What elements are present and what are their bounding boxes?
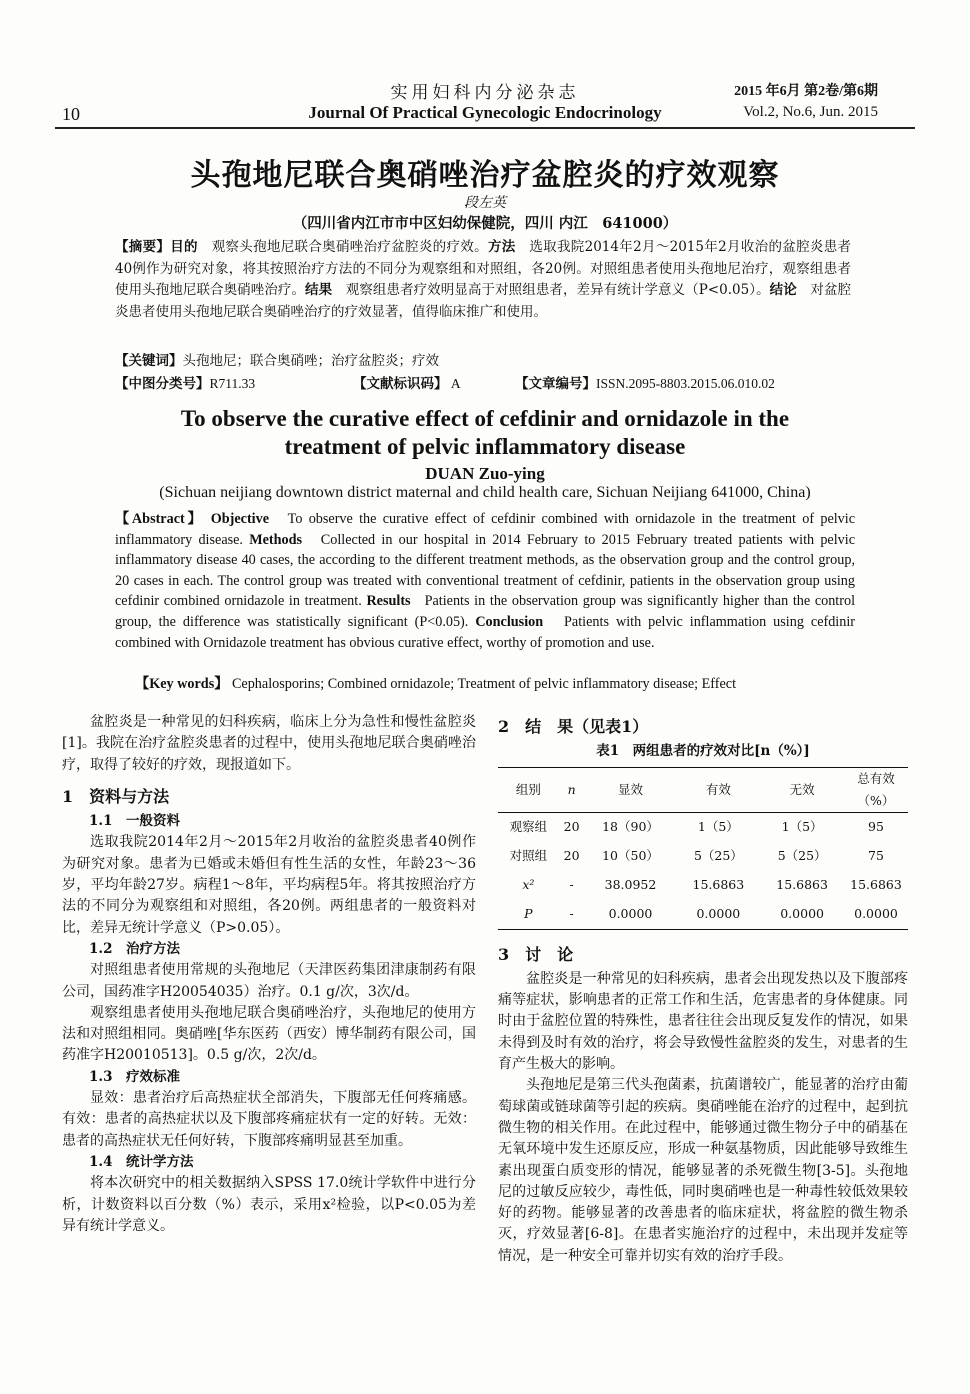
section-1-3-title: 1.3 疗效标准 (89, 1068, 180, 1085)
methods-text-en: Collected in our hospital in 2014 February to 2015 February treated patients with pelvic inflammatory disease 40 cases, the according to the different treatment methods, as the observation group and the control group, 20 cases in each. The control group was treated with conventional treatment of cefdinir, patients in the observation group using cefdinir combined ornidazole in treatment. (115, 531, 856, 610)
results-text-cn: 观察组患者疗效明显高于对照组患者，差异有统计学意义（P<0.05）。 (345, 282, 770, 298)
keywords-en-text: Cephalosporins; Combined ornidazole; Treatment of pelvic inflammatory disease; Effect (231, 676, 737, 692)
conclusion-text-en: Patients with pelvic inflammation using cefdinir combined with Ornidazole treatment has obvious curative effect, worthy of promotion and use. (115, 613, 856, 651)
table-header-cell: 组别 (515, 781, 541, 797)
section-1-title: 1 资料与方法 (62, 786, 170, 806)
conclusion-text-cn: 对盆腔炎患者使用头孢地尼联合奥硝唑治疗的疗效显著，值得临床推广和使用。 (115, 282, 852, 320)
journal-title-en: Journal Of Practical Gynecologic Endocrinology (308, 103, 662, 122)
article-no-value: ISSN.2095-8803.2015.06.010.02 (596, 376, 775, 391)
section-1-2-title: 1.2 治疗方法 (89, 940, 180, 957)
table-cell: 0.0000 (854, 906, 898, 922)
right-column (498, 712, 908, 1267)
header-rule (55, 127, 915, 129)
conclusion-label-cn: 结论 (769, 282, 797, 298)
table-cell: 75 (868, 848, 884, 864)
table-row (498, 842, 908, 871)
methods-label-cn: 方法 (487, 239, 516, 255)
clc-value: R711.33 (209, 376, 256, 391)
table-header-cell: 无效 (789, 781, 815, 797)
keywords-cn-text: 头孢地尼；联合奥硝唑；治疗盆腔炎；疗效 (182, 353, 439, 369)
abstract-en (115, 509, 855, 653)
article-no-label: 【文章编号】 (515, 376, 596, 391)
issue-info-cn: 2015 年6月 第2卷/第6期 (734, 84, 878, 99)
table-cell: 1（5） (697, 819, 739, 835)
table-cell: - (569, 877, 574, 893)
objective-text-en: To observe the curative effect of cefdinir combined with ornidazole in the treatment of pelvic inflammatory disease. (115, 511, 856, 548)
section-3-title: 3 讨 论 (498, 944, 574, 964)
results-text-en: Patients in the observation group was significantly higher than the control group, the difference was statistically significant (P<0.05). (115, 593, 856, 630)
conclusion-label-en: Conclusion (475, 613, 544, 630)
objective-label-en: Objective (210, 511, 270, 527)
results-label-cn: 结果 (305, 282, 333, 298)
table-cell: 15.6863 (850, 877, 902, 893)
table-caption: 表1 两组患者的疗效对比[n（%）] (596, 743, 810, 760)
abstract-cn-label: 【摘要】 (115, 239, 171, 255)
table-cell: 18（90） (602, 819, 659, 835)
objective-label-cn: 目的 (170, 239, 198, 255)
table-header-cell: 有效 (705, 781, 731, 797)
section-2-title: 2 结 果（见表1） (498, 717, 649, 736)
table-cell: 20 (563, 819, 580, 835)
table-cell: 0.0000 (696, 906, 741, 922)
section-1-3-text: 显效：患者治疗后高热症状全部消失，下腹部无任何疼痛感。有效：患者的高热症状以及下腹部疼痛症状有一定的好转。无效：患者的高热症状无任何好转，下腹部疼痛明显甚至加重。 (62, 1090, 476, 1149)
clc-label: 【中图分类号】 (115, 376, 210, 391)
keywords-en-label: 【Key words】 (135, 676, 229, 692)
keywords-en (115, 674, 855, 695)
objective-text-cn: 观察头孢地尼联合奥硝唑治疗盆腔炎的疗效。 (211, 239, 488, 255)
abstract-cn (115, 237, 851, 323)
results-label-en: Results (366, 593, 411, 610)
table-cell: 15.6863 (692, 877, 745, 893)
table-cell: 5（25） (693, 848, 743, 864)
table-cell: 10（50） (602, 848, 659, 864)
table-cell: x² (522, 877, 535, 893)
article-title-en: To observe the curative effect of cefdinir and ornidazole in the treatment of pelvic inflammatory disease (180, 406, 790, 459)
table-row (498, 900, 908, 930)
table-header-cell: n (567, 781, 576, 797)
section-3-paragraph-2: 头孢地尼是第三代头孢菌素，抗菌谱较广，能显著的治疗由葡萄球菌或链球菌等引起的疾病。奥硝唑能在治疗的过程中，起到抗微生物的相关作用。在此过程中，能够通过微生物分子中的硝基在无氧环境中发生还原反应，形成一种氨基物质，因此能够导致维生素出现蛋白质变形的情况，能够显著的杀死微生物[3-5]。头孢地尼的过敏反应较少，毒性低，同时奥硝唑也是一种毒性较低效果较好的药物。能够显著的改善患者的临床症状，将盆腔的微生物杀灭，疗效显著[6-8]。在患者实施治疗的过程中，未出现并发症等情况，是一种安全可靠并切实有效的治疗手段。 (498, 1077, 908, 1264)
affiliation-en: (Sichuan neijiang downtown district maternal and child health care, Sichuan Neijiang 641000, China) (159, 484, 811, 501)
abstract-en-label: 【Abstract】 (115, 511, 205, 527)
table-row (498, 871, 908, 900)
methods-text-cn: 选取我院2014年2月～2015年2月收治的盆腔炎患者40例作为研究对象，将其按照治疗方法的不同分为观察组和对照组，各20例。对照组患者使用头孢地尼治疗，观察组患者使用头孢地尼联合奥硝唑治疗。 (115, 239, 852, 298)
table-cell: 5（25） (777, 848, 827, 864)
table-cell: 1（5） (781, 819, 823, 835)
doc-code-value: A (450, 376, 461, 391)
table-cell: 95 (868, 819, 884, 835)
methods-label-en: Methods (249, 531, 303, 548)
left-column (62, 712, 476, 1237)
table-cell: - (569, 906, 574, 922)
section-1-2-text-1: 对照组患者使用常规的头孢地尼（天津医药集团津康制药有限公司，国药准字H20054035）治疗。0.1 g/次，3次/d。 (62, 962, 476, 1000)
section-1-2-text-2: 观察组患者使用头孢地尼联合奥硝唑治疗，头孢地尼的使用方法和对照组相同。奥硝唑[华东医药（西安）博华制药有限公司，国药准字H20010513]。0.5 g/次，2次/d。 (62, 1004, 476, 1064)
table-cell: 观察组 (509, 819, 548, 835)
table-cell: 0.0000 (780, 906, 824, 922)
table-cell: P (524, 906, 533, 922)
results-table (498, 767, 908, 930)
keywords-cn (115, 351, 851, 373)
table-cell: 20 (563, 848, 580, 864)
section-1-1-title: 1.1 一般资料 (89, 813, 180, 830)
article-title-cn: 头孢地尼联合奥硝唑治疗盆腔炎的疗效观察 (190, 158, 780, 193)
section-1-4-text: 将本次研究中的相关数据纳入SPSS 17.0统计学软件中进行分析，计数资料以百分数（%）表示，采用x²检验，以P<0.05为差异有统计学意义。 (62, 1175, 476, 1234)
section-3-paragraph-1: 盆腔炎是一种常见的妇科疾病，患者会出现发热以及下腹部疼痛等症状，影响患者的正常工作和生活，危害患者的身体健康。同时由于盆腔位置的特殊性，患者往往会出现反复发作的情况，如果未得到及时有效的治疗，将会导致慢性盆腔炎的发生，对患者的生育产生极大的影响。 (498, 970, 908, 1073)
keywords-cn-label: 【关键词】 (115, 353, 183, 369)
table-cell: 0.0000 (608, 906, 653, 922)
intro-paragraph: 盆腔炎是一种常见的妇科疾病，临床上分为急性和慢性盆腔炎[1]。我院在治疗盆腔炎患者的过程中，使用头孢地尼联合奥硝唑治疗，取得了较好的疗效，现报道如下。 (62, 714, 476, 773)
table-cell: 38.0952 (604, 877, 657, 893)
table-header-row (498, 767, 908, 812)
table-cell: 对照组 (509, 848, 548, 864)
section-1-4-title: 1.4 统计学方法 (89, 1153, 194, 1170)
doc-code-label: 【文献标识码】 (353, 376, 448, 391)
section-1-1-text: 选取我院2014年2月～2015年2月收治的盆腔炎患者40例作为研究对象。患者为已婚或未婚但有性生活的女性，年龄23～36岁，平均年龄27岁。病程1～8年，平均病程5年。将其按照治疗方法的不同分为观察组和对照组，各20例。两组患者的一般资料对比，差异无统计学意义（P>0.05）。 (62, 834, 476, 936)
affiliation-cn: （四川省内江市市中区妇幼保健院，四川 内江 641000） (292, 215, 678, 232)
issue-info-en: Vol.2, No.6, Jun. 2015 (743, 104, 878, 120)
table-row (498, 812, 908, 842)
classification-line (115, 373, 851, 395)
table-cell: 15.6863 (776, 877, 828, 893)
table-header-cell: 显效 (617, 781, 643, 797)
author-cn: 段左英 (464, 195, 506, 211)
table-header-cell: 总有效（%） (857, 771, 895, 808)
page-number: 10 (62, 104, 80, 124)
journal-title-cn: 实用妇科内分泌杂志 (390, 83, 580, 103)
author-en: DUAN Zuo-ying (425, 464, 545, 483)
